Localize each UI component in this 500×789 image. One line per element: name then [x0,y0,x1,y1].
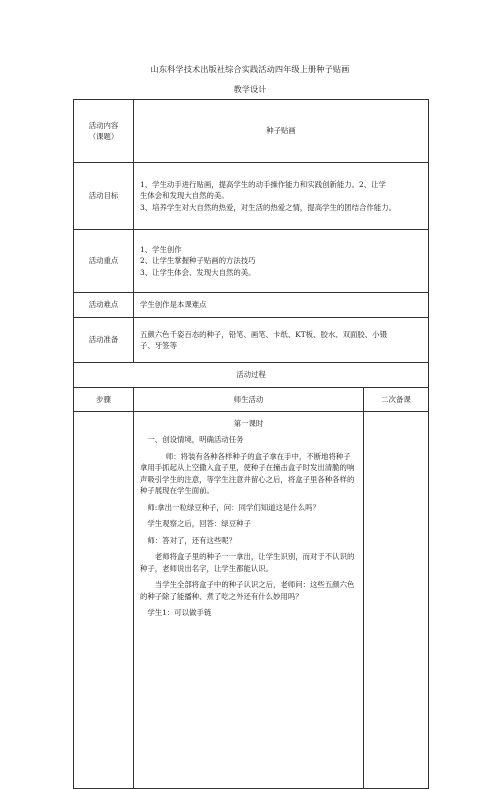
row-topic [74,100,429,163]
key-points-label: 活动重点 [74,230,134,293]
topic-label-line1: 活动内容 [88,120,119,130]
column-header-activity: 师生活动 [134,388,364,412]
row-process-body [74,412,429,789]
goals-content [134,163,429,230]
topic-label-line2: （课题） [88,132,119,141]
difficulty-value: 学生创作是本课难点 [134,293,429,318]
difficulty-label: 活动难点 [74,293,134,318]
goals-line: 1、学生动手进行贴画，提高学生的动手操作能力和实践创新能力。2、让学 [140,179,386,189]
activity-cell [134,412,364,789]
goals-line: 3、培养学生对大自然的热爱，对生活的热爱之情，提高学生的团结合作能力。 [140,202,396,212]
process-paragraph: 学生1：可以做手链 [147,608,212,618]
process-paragraph: 当学生全部将盒子中的种子认识之后，老师问：这些五颜六色的种子除了能播种、煮了吃之外还有什么妙用吗？ [140,580,355,601]
step-cell [74,412,134,789]
preparation-line: 五颜六色千姿百态的种子，铅笔、画笔、卡纸、KT板、胶水、双面胶、小镊 [140,329,387,339]
process-title: 活动过程 [74,363,429,388]
column-header-step: 步骤 [74,388,134,412]
column-header-notes: 二次备课 [364,388,429,412]
process-heading: 一、创设情境，明确活动任务 [147,435,244,445]
lesson-plan-table [73,99,429,789]
document-title: 山东科学技术出版社综合实践活动四年级上册种子贴画 [150,64,350,74]
row-difficulty [74,293,429,318]
row-preparation [74,318,429,363]
goals-label: 活动目标 [74,163,134,230]
preparation-label: 活动准备 [74,318,134,363]
row-column-headers [74,388,429,412]
key-point-line: 2、让学生掌握种子贴画的方法技巧 [140,256,256,266]
process-paragraph: 师:拿出一粒绿豆种子，问：同学们知道这是什么吗？ [147,502,320,512]
document-subtitle: 教学设计 [233,84,267,94]
topic-value: 种子贴画 [134,100,429,163]
key-points-content [134,230,429,293]
key-point-line: 3、让学生体会、发现大自然的美。 [140,267,256,277]
preparation-line: 子、牙签等 [140,341,177,350]
goals-line: 生体会和发现大自然的美。 [140,191,229,201]
topic-label [74,100,134,163]
process-paragraph: 师：答对了，还有这些呢？ [147,535,237,545]
process-paragraph: 老师将盒子里的种子一一拿出，让学生识别，而对于不认识的种子，老师说出名字，让学生都能认识。 [140,552,355,573]
row-goals [74,163,429,230]
preparation-content [134,318,429,363]
lesson-label: 第一课时 [233,419,264,428]
notes-cell [364,412,429,789]
key-point-line: 1、学生创作 [140,244,182,254]
row-key-points [74,230,429,293]
row-process-title [74,363,429,388]
process-paragraph: 学生观察之后，回答：绿豆种子 [147,519,251,529]
process-paragraph: 师：将装有各种各样种子的盒子拿在手中，不断地将种子拿用手抓起从上空撒入盒子里，使种子在撞击盒子时发出清脆的响声吸引学生的注意，等学生注意并留心之后，将盒子里各种各样的种子展现在学生面前。 [140,451,355,496]
